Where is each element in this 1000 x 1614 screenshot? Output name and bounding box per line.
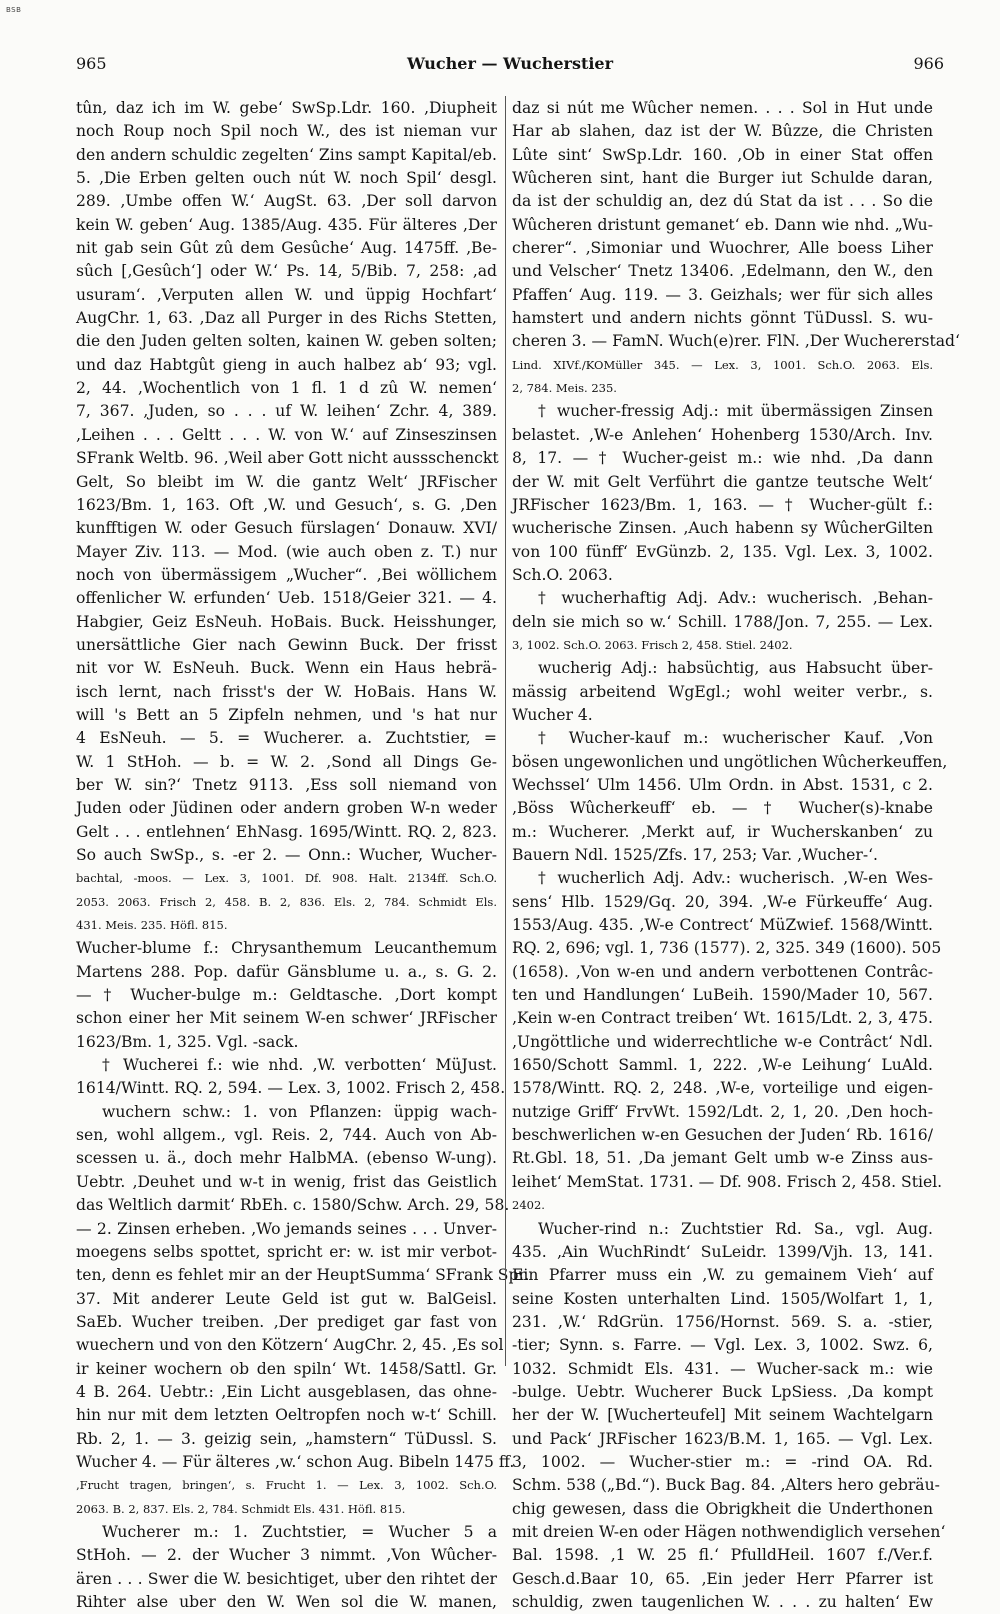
text-line: nit vor W. EsNeuh. Buck. Wenn ein Haus hebrä- <box>76 659 497 678</box>
text-line: sens‘ Hlb. 1529/Gq. 20, 394. ‚W-e Fürkeuffe‘ Aug. <box>512 892 933 911</box>
text-line: ären . . . Swer die W. besichtiget, uber den rihtet der <box>76 1569 497 1588</box>
text-line: Ein Pfarrer muss ein ‚W. zu gemainem Vieh‘ auf <box>512 1266 933 1285</box>
text-line: † wucherlich Adj. Adv.: wucherisch. ‚W-en Wes- <box>538 869 933 888</box>
text-line: 2402. <box>512 1198 545 1213</box>
text-line: SFrank Weltb. 96. ‚Weil aber Gott nicht aussschenckt <box>76 449 499 468</box>
text-line: da ist der schuldig an, dez dú Stat da ist . . . So die <box>512 192 933 211</box>
text-line: ‚Ungöttliche und widerrechtliche w-e Contrâct‘ Ndl. <box>512 1032 933 1051</box>
text-line: usuram‘. ‚Verputen allen W. und üppig Hochfart‘ <box>76 285 497 304</box>
text-line: † Wucher-kauf m.: wucherischer Kauf. ‚Von <box>538 729 933 748</box>
text-line: 7, 367. ‚Juden, so . . . uf W. leihen‘ Zchr. 4, 389. <box>76 402 497 421</box>
text-line: 1553/Aug. 435. ‚W-e Contrect‘ MüZwief. 1568/Wintt. <box>512 916 933 935</box>
text-line: † Wucherei f.: wie nhd. ‚W. verbotten‘ MüJust. <box>102 1056 497 1075</box>
text-line: und daz Habtgût gieng in auch halbez ab‘ 93; vgl. <box>76 355 497 374</box>
text-line: Wucher-blume f.: Chrysanthemum Leucanthemum <box>76 939 497 958</box>
text-line: leihet‘ MemStat. 1731. — Df. 908. Frisch 2, 458. Stiel. <box>512 1172 943 1191</box>
text-line: wucherig Adj.: habsüchtig, aus Habsucht über- <box>538 659 933 678</box>
text-line: mit dreien W-en oder Hägen nothwendiglich versehen‘ <box>512 1522 946 1541</box>
text-line: und Pack‘ JRFischer 1623/B.M. 1, 165. — Vgl. Lex. <box>512 1429 933 1448</box>
text-line: 8, 17. — † Wucher-geist m.: wie nhd. ‚Da dann <box>512 449 933 468</box>
text-line: ir keiner wochern ob den spiln‘ Wt. 1458/Sattl. Gr. <box>76 1359 497 1378</box>
text-line: kunfftigen W. oder Gesuch fürslagen‘ Donauw. XVI/ <box>76 519 497 538</box>
text-line: AugChr. 1, 63. ‚Daz all Purger in des Richs Stetten, <box>76 309 497 328</box>
text-line: 2, 44. ‚Wochentlich von 1 fl. 1 d zû W. nemen‘ <box>76 379 497 398</box>
text-line: bachtal, -moos. — Lex. 3, 1001. Df. 908. Halt. 2134ff. Sch.O. <box>76 871 497 886</box>
text-line: † wucher-fressig Adj.: mit übermässigen Zinsen <box>538 402 933 421</box>
text-line: cherer“. ‚Simoniar und Wuochrer, Alle boess Liher <box>512 239 933 258</box>
text-line: noch Roup noch Spil noch W., des ist nieman vur <box>76 122 497 141</box>
text-line: das Weltlich darmit‘ RbEh. c. 1580/Schw. Arch. 29, 58. <box>76 1196 510 1215</box>
running-title: Wucher — Wucherstier <box>406 54 614 73</box>
text-line: -bulge. Uebtr. Wucherer Buck LpSiess. ‚Da kompt <box>512 1382 933 1401</box>
text-line: tûn, daz ich im W. gebe‘ SwSp.Ldr. 160. ‚Diupheit <box>76 99 497 117</box>
text-line: Rb. 2, 1. — 3. geizig sein, „hamstern“ TüDussl. S. <box>76 1429 497 1448</box>
text-line: ten und Handlungen‘ LuBeih. 1590/Mader 10, 567. <box>512 986 933 1005</box>
text-line: Lûte sint‘ SwSp.Ldr. 160. ‚Ob in einer Stat offen <box>512 145 933 164</box>
text-line: Wechssel‘ Ulm 1456. Ulm Ordn. in Abst. 1531, c 2. <box>512 775 933 794</box>
text-line: 1032. Schmidt Els. 431. — Wucher-sack m.: wie <box>512 1359 933 1378</box>
text-line: wucherische Zinsen. ‚Auch habenn sy WûcherGilten <box>512 519 933 538</box>
text-line: Wucher 4. <box>512 705 593 724</box>
text-line: 1623/Bm. 1, 163. Oft ‚W. und Gesuch‘, s. G. ‚Den <box>76 495 497 514</box>
text-line: kein W. geben‘ Aug. 1385/Aug. 435. Für älteres ‚Der <box>76 215 497 234</box>
text-line: Martens 288. Pop. dafür Gänsblume u. a., s. G. 2. <box>76 962 497 981</box>
text-line: mässig arbeitend WgEgl.; wohl weiter verbr., s. <box>512 682 933 701</box>
text-line: Wucherer m.: 1. Zuchtstier, = Wucher 5 a <box>102 1522 497 1541</box>
text-line: 1578/Wintt. RQ. 2, 248. ‚W-e, vorteilige und eigen- <box>512 1079 933 1098</box>
text-line: her der W. [Wucherteufel] Mit seinem Wachtelgarn <box>512 1406 933 1425</box>
text-line: So auch SwSp., s. -er 2. — Onn.: Wucher, Wucher- <box>76 846 497 864</box>
text-line: 37. Mit anderer Leute Geld ist gut w. BalGeisl. <box>76 1289 497 1308</box>
text-line: Wucher-rind n.: Zuchtstier Rd. Sa., vgl. Aug. <box>538 1219 933 1238</box>
text-line: 4 EsNeuh. — 5. = Wucherer. a. Zuchtstier, = <box>76 729 497 748</box>
text-line: Schm. 538 („Bd.“). Buck Bag. 84. ‚Alters hero gebräu- <box>512 1476 940 1495</box>
text-line: schon einer her Mit seinem W-en schwer‘ JRFischer <box>76 1009 497 1028</box>
page-number-left: 965 <box>76 54 107 73</box>
text-line: und Velscher‘ Tnetz 13406. ‚Edelmann, den W., den <box>512 262 933 281</box>
text-line: ‚Böss Wûcherkeuff‘ eb. — † Wucher(s)-knabe <box>512 799 933 818</box>
text-line: — 2. Zinsen erheben. ‚Wo jemands seines . . . Unver- <box>76 1219 497 1238</box>
library-stamp: BSB <box>6 6 22 14</box>
text-line: moegens selbs spottet, spricht er: w. ist mir verbot- <box>76 1242 497 1261</box>
text-line: 1650/Schott Samml. 1, 222. ‚W-e Leihung‘ LuAld. <box>512 1056 933 1075</box>
text-line: cheren 3. — FamN. Wuch(e)rer. FlN. ‚Der Wuchererstad‘ <box>512 332 960 351</box>
text-line: 1623/Bm. 1, 325. Vgl. -sack. <box>76 1032 299 1051</box>
text-line: Wucher 4. — Für älteres ‚w.‘ schon Aug. Bibeln 1475 ff. <box>76 1452 515 1471</box>
text-line: hamstert und andern nichts gönnt TüDussl. S. wu- <box>512 309 933 328</box>
text-line: offenlicher W. erfunden‘ Ueb. 1518/Geier 321. — 4. <box>76 589 497 608</box>
text-line: -tier; Synn. s. Farre. — Vgl. Lex. 3, 1002. Swz. 6, <box>512 1336 933 1355</box>
text-line: scessen u. ä., doch mehr HalbMA. (ebenso W-ung). <box>76 1149 497 1168</box>
text-line: ‚Kein w-en Contract treiben‘ Wt. 1615/Ldt. 2, 3, 475. <box>512 1009 933 1028</box>
text-line: Gelt, So bleibt im W. die gantz Welt‘ JRFischer <box>76 472 497 491</box>
text-line: (1658). ‚Von w-en und andern verbottenen Contrâc- <box>512 962 933 981</box>
text-line: Lind. XIVf./KOMüller 345. — Lex. 3, 1001. Sch.O. 2063. Els. <box>512 357 933 372</box>
text-line: 3, 1002. — Wucher-stier m.: = -rind OA. Rd. <box>512 1452 933 1471</box>
text-line: den andern schuldic zegelten‘ Zins sampt Kapital/eb. <box>76 145 497 164</box>
text-line: Habgier, Geiz EsNeuh. HoBais. Buck. Heisshunger, <box>76 612 497 631</box>
text-line: Mayer Ziv. 113. — Mod. (wie auch oben z. T.) nur <box>76 542 497 561</box>
text-line: wuchern schw.: 1. von Pflanzen: üppig wach- <box>102 1102 497 1121</box>
text-line: Gesch.d.Baar 10, 65. ‚Ein jeder Herr Pfarrer ist <box>512 1569 933 1588</box>
text-line: von 100 fünff‘ EvGünzb. 2, 135. Vgl. Lex. 3, 1002. <box>512 542 933 561</box>
text-line: bösen ungewonlichen und ungötlichen Wûcherkeuffen, <box>512 752 948 771</box>
text-line: Pfaffen‘ Aug. 119. — 3. Geizhals; wer für sich alles <box>512 285 933 304</box>
column-divider <box>505 96 506 1366</box>
text-line: ‚Frucht tragen, bringen‘, s. Frucht 1. — Lex. 3, 1002. Sch.O. <box>76 1478 497 1493</box>
text-line: m.: Wucherer. ‚Merkt auf, ir Wucherskanben‘ zu <box>512 822 933 841</box>
text-line: Wûcheren sint, hant die Burger iut Schulde daran, <box>512 169 933 188</box>
text-line: 431. Meis. 235. Höfl. 815. <box>76 918 228 933</box>
text-line: chig gewesen, dass die Obrigkheit die Underthonen <box>512 1499 933 1518</box>
text-line: daz si nút me Wûcher nemen. . . . Sol in Hut unde <box>512 99 933 117</box>
text-line: ‚Leihen . . . Geltt . . . W. von W.‘ auf Zinseszinsen <box>76 425 497 444</box>
text-line: noch von übermässigem „Wucher“. ‚Bei wöllichem <box>76 565 497 584</box>
text-line: die den Juden gelten solten, kainen W. geben solten; <box>76 332 497 351</box>
text-line: belastet. ‚W-e Anlehen‘ Hohenberg 1530/Arch. Inv. <box>512 425 933 444</box>
text-line: StHoh. — 2. der Wucher 3 nimmt. ‚Von Wûcher- <box>76 1546 497 1565</box>
text-line: 435. ‚Ain WuchRindt‘ SuLeidr. 1399/Vjh. 13, 141. <box>512 1242 933 1261</box>
text-line: will 's Bett an 5 Zipfeln nehmen, und 's hat nur <box>76 705 497 724</box>
text-line: Uebtr. ‚Deuhet und w-t in wenig, frist das Geistlich <box>76 1172 497 1191</box>
text-line: ten, denn es fehlet mir an der HeuptSumma‘ SFrank Spr. <box>76 1266 530 1285</box>
text-line: 3, 1002. Sch.O. 2063. Frisch 2, 458. Stiel. 2402. <box>512 637 793 652</box>
text-line: Har ab slahen, daz ist der W. Bûzze, die Christen <box>512 122 933 141</box>
text-line: isch lernt, nach frisst's der W. HoBais. Hans W. <box>76 682 497 701</box>
text-line: JRFischer 1623/Bm. 1, 163. — † Wucher-gült f.: <box>512 495 933 514</box>
text-line: 2053. 2063. Frisch 2, 458. B. 2, 836. Els. 2, 784. Schmidt Els. <box>76 894 497 909</box>
text-line: seine Kosten unterhalten Lind. 1505/Wolfart 1, 1, <box>512 1289 933 1308</box>
text-line: 5. ‚Die Erben gelten ouch nút W. noch Spil‘ desgl. <box>76 169 497 188</box>
text-line: Bauern Ndl. 1525/Zfs. 17, 253; Var. ‚Wucher-‘. <box>512 846 879 864</box>
text-line: hin nur mit dem letzten Oeltropfen noch w-t‘ Schill. <box>76 1406 497 1425</box>
text-line: unersättliche Gier nach Gewinn Buck. Der frisst <box>76 635 497 654</box>
page-header <box>76 54 944 82</box>
text-line: — † Wucher-bulge m.: Geldtasche. ‚Dort kompt <box>76 986 497 1005</box>
text-line: Rihter alse uber den W. Wen sol die W. manen, <box>76 1593 497 1611</box>
text-line: der W. mit Gelt Verführt die gantze teutsche Welt‘ <box>512 472 933 491</box>
text-line: 231. ‚W.‘ RdGrün. 1756/Hornst. 569. S. a. -stier, <box>512 1312 933 1331</box>
text-line: 289. ‚Umbe offen W.‘ AugSt. 63. ‚Der soll darvon <box>76 192 497 211</box>
text-line: RQ. 2, 696; vgl. 1, 736 (1577). 2, 325. 349 (1600). 505 <box>512 939 942 958</box>
text-line: Juden oder Jüdinen oder andern groben W-n weder <box>76 799 497 818</box>
text-line: schuldig, zwen taugenlichen W. . . . zu halten‘ Ew <box>512 1593 933 1611</box>
right-column <box>512 97 960 1611</box>
text-line: Sch.O. 2063. <box>512 565 613 584</box>
text-line: W. 1 StHoh. — b. = W. 2. ‚Sond all Dings Ge- <box>76 752 497 771</box>
text-line: 2, 784. Meis. 235. <box>512 381 617 396</box>
text-line: SaEb. Wucher treiben. ‚Der prediget gar fast von <box>76 1312 497 1331</box>
text-line: Rt.Gbl. 18, 51. ‚Da jemant Gelt umb w-e Zinss aus- <box>512 1149 933 1168</box>
text-line: Gelt . . . entlehnen‘ EhNasg. 1695/Wintt. RQ. 2, 823. <box>76 822 497 841</box>
text-line: beschwerlichen w-en Gesuchen der Juden‘ Rb. 1616/ <box>512 1126 933 1145</box>
text-line: Wûcheren dristunt gemanet‘ eb. Dann wie nhd. „Wu- <box>512 215 933 234</box>
text-line: 2063. B. 2, 837. Els. 2, 784. Schmidt Els. 431. Höfl. 815. <box>76 1501 406 1516</box>
text-line: sûch [‚Gesûch‘] oder W.‘ Ps. 14, 5/Bib. 7, 258: ‚ad <box>76 262 497 281</box>
text-line: 4 B. 264. Uebtr.: ‚Ein Licht ausgeblasen, das ohne- <box>76 1382 497 1401</box>
text-line: nutzige Griff‘ FrvWt. 1592/Ldt. 2, 1, 20. ‚Den hoch- <box>512 1102 933 1121</box>
text-line: 1614/Wintt. RQ. 2, 594. — Lex. 3, 1002. Frisch 2, 458. <box>76 1079 506 1098</box>
text-line: Bal. 1598. ‚1 W. 25 fl.‘ PfulldHeil. 1607 f./Ver.f. <box>512 1546 933 1565</box>
page-number-right: 966 <box>913 54 944 73</box>
text-line: nit gab sein Gût zû dem Gesûche‘ Aug. 1475ff. ‚Be- <box>76 239 497 258</box>
text-line: wuechern und von den Kötzern‘ AugChr. 2, 45. ‚Es sol <box>76 1336 504 1355</box>
text-line: deln sie mich so w.‘ Schill. 1788/Jon. 7, 255. — Lex. <box>512 612 933 631</box>
text-line: † wucherhaftig Adj. Adv.: wucherisch. ‚Behan- <box>538 589 933 608</box>
text-line: sen, wohl allgem., vgl. Reis. 2, 744. Auch von Ab- <box>76 1126 497 1145</box>
text-line: ber W. sin?‘ Tnetz 9113. ‚Ess soll niemand von <box>76 775 497 794</box>
